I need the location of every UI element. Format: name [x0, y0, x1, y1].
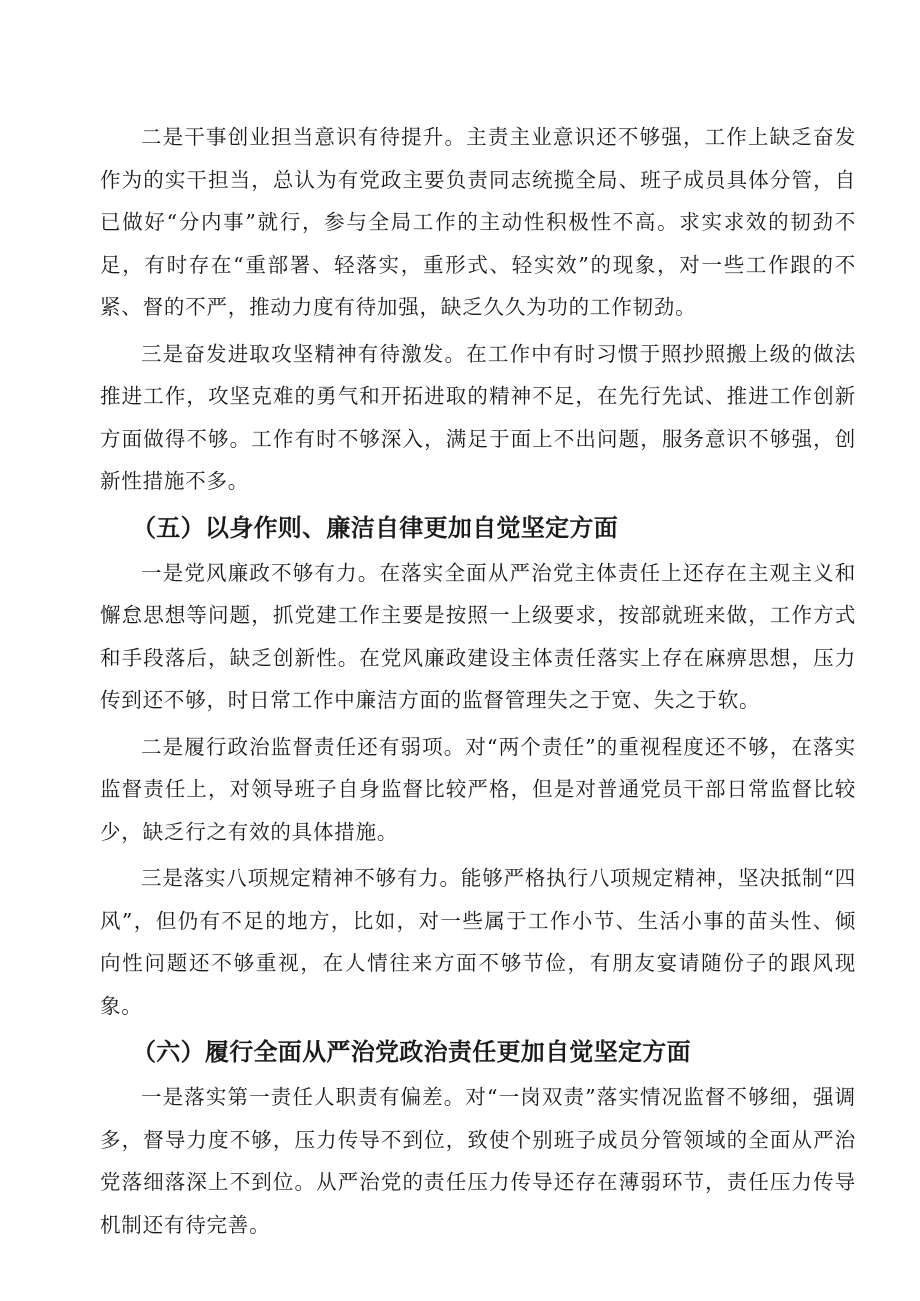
section-heading-5: （五）以身作则、廉洁自律更加自觉坚定方面	[132, 513, 618, 542]
paragraph-party-conduct: 一是党风廉政不够有力。在落实全面从严治党主体责任上还存在主观主义和懈怠思想等问题，抓党建工作主要是按照一上级要求，按部就班来做，工作方式和手段落后，缺乏创新性。在党风廉政建设主体责任落实上存在麻痹思想，压力传到还不够，时日常工作中廉洁方面的监督管理失之于宽、失之于软。	[100, 560, 856, 712]
paragraph-awareness-of-responsibility: 二是干事创业担当意识有待提升。主责主业意识还不够强，工作上缺乏奋发作为的实干担当，总认为有党政主要负责同志统揽全局、班子成员具体分管，自已做好“分内事”就行，参与全局工作的主动性积极性不高。求实求效的韧劲不足，有时存在“重部署、轻落实，重形式、轻实效”的现象，对一些工作跟的不紧、督的不严，推动力度有待加强，缺乏久久为功的工作韧劲。	[100, 125, 856, 319]
document-body	[100, 116, 856, 1246]
paragraph-first-responsibility: 一是落实第一责任人职责有偏差。对“一岗双责”落实情况监督不够细，强调多，督导力度不够，压力传导不到位，致使个别班子成员分管领域的全面从严治党落细落深上不到位。从严治党的责任压力传导还存在薄弱环节，责任压力传导机制还有待完善。	[100, 1085, 856, 1237]
paragraph-political-supervision: 二是履行政治监督责任还有弱项。对“两个责任”的重视程度还不够，在落实监督责任上，对领导班子自身监督比较严格，但是对普通党员干部日常监督比较少，缺乏行之有效的具体措施。	[100, 734, 856, 844]
section-heading-6: （六）履行全面从严治党政治责任更加自觉坚定方面	[132, 1038, 691, 1066]
paragraph-enterprising-spirit: 三是奋发进取攻坚精神有待激发。在工作中有时习惯于照抄照搬上级的做法推进工作，攻坚克难的勇气和开拓进取的精神不足，在先行先试、推进工作创新方面做得不够。工作有时不够深入，满足于面上不出问题，服务意识不够强，创新性措施不多。	[100, 341, 856, 493]
paragraph-eight-regulations: 三是落实八项规定精神不够有力。能够严格执行八项规定精神，坚决抵制“四风”，但仍有不足的地方，比如，对一些属于工作小节、生活小事的苗头性、倾向性问题还不够重视，在人情往来方面不够节俭，有朋友宴请随份子的跟风现象。	[100, 866, 856, 1018]
